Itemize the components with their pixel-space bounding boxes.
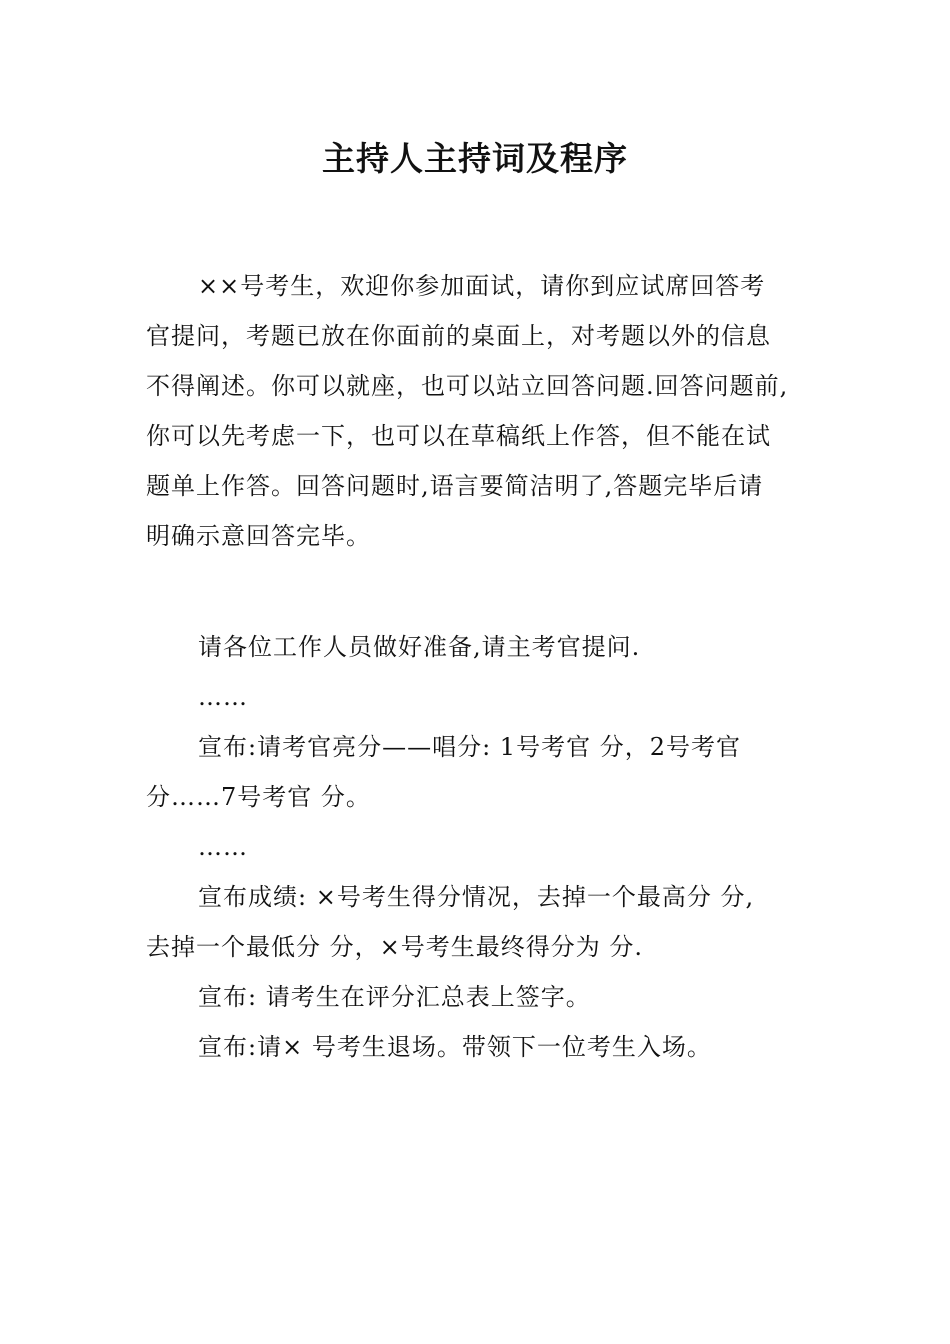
intro-line: 你可以先考虑一下，也可以在草稿纸上作答，但不能在试	[146, 422, 771, 450]
intro-line: 官提问，考题已放在你面前的桌面上，对考题以外的信息	[146, 322, 771, 350]
ellipsis-line: ……	[198, 833, 248, 861]
document-title: 主持人主持词及程序	[322, 139, 628, 178]
procedure-line: 宣布:请考官亮分——唱分: 1号考官 分，2号考官	[198, 733, 741, 761]
procedure-line: 宣布:请× 号考生退场。带领下一位考生入场。	[198, 1033, 712, 1061]
intro-line: 不得阐述。你可以就座，也可以站立回答问题.回答问题前,	[146, 372, 789, 400]
procedure-line: 请各位工作人员做好准备,请主考官提问.	[198, 633, 641, 661]
procedure-section	[146, 622, 814, 1072]
intro-paragraph	[146, 261, 814, 561]
procedure-line: 宣布: 请考生在评分汇总表上签字。	[198, 983, 591, 1011]
ellipsis-line: ……	[198, 683, 248, 711]
procedure-line: 去掉一个最低分 分，×号考生最终得分为 分.	[146, 933, 643, 961]
procedure-line: 宣布成绩: ×号考生得分情况，去掉一个最高分 分,	[198, 883, 755, 911]
intro-line: 明确示意回答完毕。	[146, 522, 371, 550]
procedure-line: 分……7号考官 分。	[146, 783, 371, 811]
intro-line: 题单上作答。回答问题时,语言要简洁明了,答题完毕后请	[146, 472, 764, 500]
intro-line: ××号考生，欢迎你参加面试，请你到应试席回答考	[198, 272, 766, 300]
